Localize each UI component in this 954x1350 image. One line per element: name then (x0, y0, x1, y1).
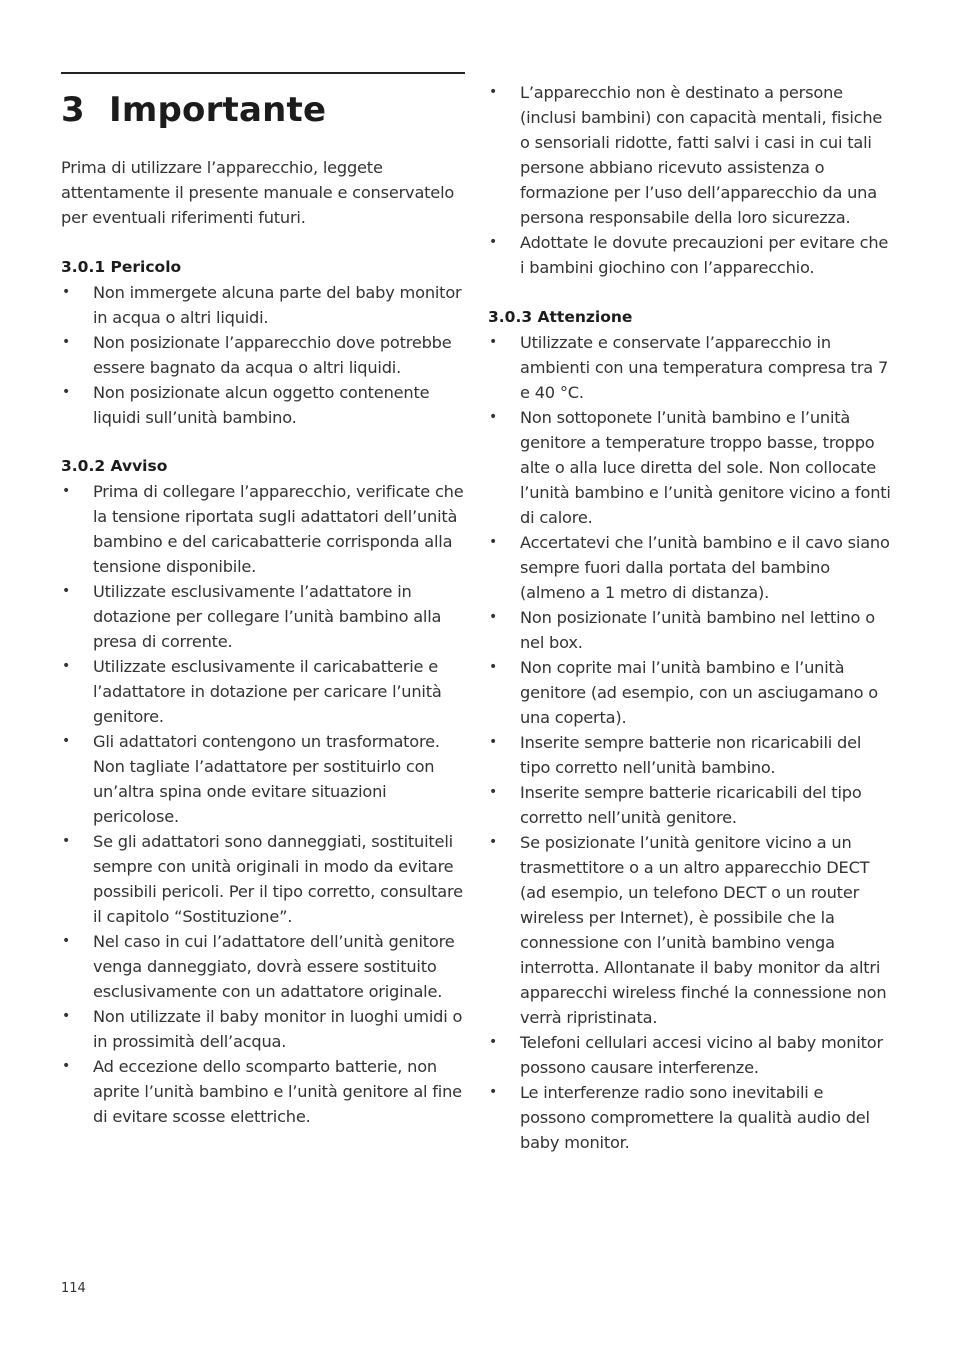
bullet-icon: • (62, 284, 71, 300)
list-item-text: Inserite sempre batterie ricaricabili del tipo corretto nell’unità genitore. (520, 783, 862, 827)
bullet-icon: • (62, 483, 71, 499)
chapter-number: 3 (61, 90, 85, 130)
section-pericolo (61, 255, 467, 430)
list-item (61, 1004, 467, 1054)
list-item-text: Se gli adattatori sono danneggiati, sostituiteli sempre con unità originali in modo da evitare possibili pericoli. Per il tipo corretto, consultare il capitolo “Sostituzione”. (93, 832, 463, 926)
list-item (61, 330, 467, 380)
list-item (488, 1030, 892, 1080)
section-attenzione (488, 305, 892, 1155)
list-item (488, 330, 892, 405)
bullet-icon: • (489, 409, 498, 425)
page-number: 114 (61, 1281, 86, 1296)
list-item (61, 579, 467, 654)
bullet-icon: • (489, 609, 498, 625)
bullet-icon: • (489, 84, 498, 100)
list-item (488, 730, 892, 780)
list-item (488, 405, 892, 530)
list-item-text: Non posizionate l’unità bambino nel lettino o nel box. (520, 608, 875, 652)
list-item-text: Accertatevi che l’unità bambino e il cavo siano sempre fuori dalla portata del bambino (almeno a 1 metro di distanza). (520, 533, 890, 602)
list-item-text: Non coprite mai l’unità bambino e l’unità genitore (ad esempio, con un asciugamano o una coperta). (520, 658, 878, 727)
list-item (488, 1080, 892, 1155)
list-item-text: Non immergete alcuna parte del baby monitor in acqua o altri liquidi. (93, 283, 462, 327)
bullet-icon: • (62, 583, 71, 599)
bullet-icon: • (489, 1084, 498, 1100)
section-heading: 3.0.2 Avviso (61, 457, 168, 475)
bullet-list (488, 330, 892, 1155)
list-item-text: Prima di collegare l’apparecchio, verificate che la tensione riportata sugli adattatori dell’unità bambino e del caricabatterie corrisponda alla tensione disponibile. (93, 482, 464, 576)
bullet-icon: • (489, 234, 498, 250)
bullet-icon: • (62, 334, 71, 350)
list-item-text: Non sottoponete l’unità bambino e l’unità genitore a temperature troppo basse, troppo alte o alla luce diretta del sole. Non collocate l’unità bambino e l’unità genitore vicino a fonti di calore. (520, 408, 891, 527)
bullet-list (488, 80, 892, 280)
bullet-icon: • (489, 334, 498, 350)
bullet-icon: • (489, 659, 498, 675)
list-item-text: L’apparecchio non è destinato a persone (inclusi bambini) con capacità mentali, fisiche o sensoriali ridotte, fatti salvi i casi in cui tali persone abbiano ricevuto assistenza o formazione per l’uso dell’apparecchio da una persona responsabile della loro sicurezza. (520, 83, 883, 227)
bullet-icon: • (489, 1034, 498, 1050)
bullet-icon: • (62, 1058, 71, 1074)
list-item (488, 80, 892, 230)
list-item-text: Gli adattatori contengono un trasformatore. Non tagliate l’adattatore per sostituirlo con un’altra spina onde evitare situazioni pericolose. (93, 732, 440, 826)
intro-paragraph: Prima di utilizzare l’apparecchio, leggete attentamente il presente manuale e conservatelo per eventuali riferimenti futuri. (61, 158, 455, 227)
section-avviso (61, 454, 467, 1129)
bullet-icon: • (62, 833, 71, 849)
chapter-top-rule (61, 72, 465, 74)
list-item-text: Ad eccezione dello scomparto batterie, non aprite l’unità bambino e l’unità genitore al fine di evitare scosse elettriche. (93, 1057, 462, 1126)
bullet-icon: • (62, 933, 71, 949)
bullet-list (61, 479, 467, 1129)
bullet-icon: • (489, 734, 498, 750)
bullet-icon: • (489, 834, 498, 850)
list-item (61, 729, 467, 829)
bullet-icon: • (489, 784, 498, 800)
list-item-text: Se posizionate l’unità genitore vicino a un trasmettitore o a un altro apparecchio DECT (ad esempio, un telefono DECT o un router wireless per Internet), è possibile che la connessione con l’unità bambino venga interrotta. Allontanate il baby monitor da altri apparecchi wireless finché la connessione non verrà ripristinata. (520, 833, 887, 1027)
list-item-text: Le interferenze radio sono inevitabili e possono compromettere la qualità audio del baby monitor. (520, 1083, 870, 1152)
section-heading: 3.0.3 Attenzione (488, 308, 633, 326)
list-item (488, 605, 892, 655)
list-item-text: Telefoni cellulari accesi vicino al baby monitor possono causare interferenze. (520, 1033, 883, 1077)
list-item-text: Inserite sempre batterie non ricaricabili del tipo corretto nell’unità bambino. (520, 733, 862, 777)
list-item (488, 530, 892, 605)
list-item-text: Non utilizzate il baby monitor in luoghi umidi o in prossimità dell’acqua. (93, 1007, 463, 1051)
list-item (61, 280, 467, 330)
bullet-icon: • (62, 1008, 71, 1024)
list-item (61, 829, 467, 929)
section-avviso-continued (488, 80, 892, 280)
bullet-icon: • (489, 534, 498, 550)
list-item (488, 780, 892, 830)
bullet-icon: • (62, 733, 71, 749)
chapter-title-text: Importante (109, 90, 327, 130)
list-item (488, 230, 892, 280)
bullet-icon: • (62, 658, 71, 674)
list-item-text: Nel caso in cui l’adattatore dell’unità genitore venga danneggiato, dovrà essere sostituito esclusivamente con un adattatore originale. (93, 932, 455, 1001)
list-item (61, 1054, 467, 1129)
list-item-text: Non posizionate l’apparecchio dove potrebbe essere bagnato da acqua o altri liquidi. (93, 333, 452, 377)
section-heading: 3.0.1 Pericolo (61, 258, 182, 276)
bullet-list (61, 280, 467, 430)
list-item (488, 655, 892, 730)
list-item-text: Utilizzate esclusivamente l’adattatore in dotazione per collegare l’unità bambino alla presa di corrente. (93, 582, 442, 651)
list-item-text: Adottate le dovute precauzioni per evitare che i bambini giochino con l’apparecchio. (520, 233, 889, 277)
list-item-text: Utilizzate esclusivamente il caricabatterie e l’adattatore in dotazione per caricare l’unità genitore. (93, 657, 442, 726)
list-item (61, 654, 467, 729)
list-item-text: Utilizzate e conservate l’apparecchio in ambienti con una temperatura compresa tra 7 e 40 °C. (520, 333, 889, 402)
list-item (488, 830, 892, 1030)
list-item (61, 380, 467, 430)
bullet-icon: • (62, 384, 71, 400)
chapter-title (61, 90, 326, 130)
list-item (61, 929, 467, 1004)
list-item (61, 479, 467, 579)
list-item-text: Non posizionate alcun oggetto contenente liquidi sull’unità bambino. (93, 383, 430, 427)
